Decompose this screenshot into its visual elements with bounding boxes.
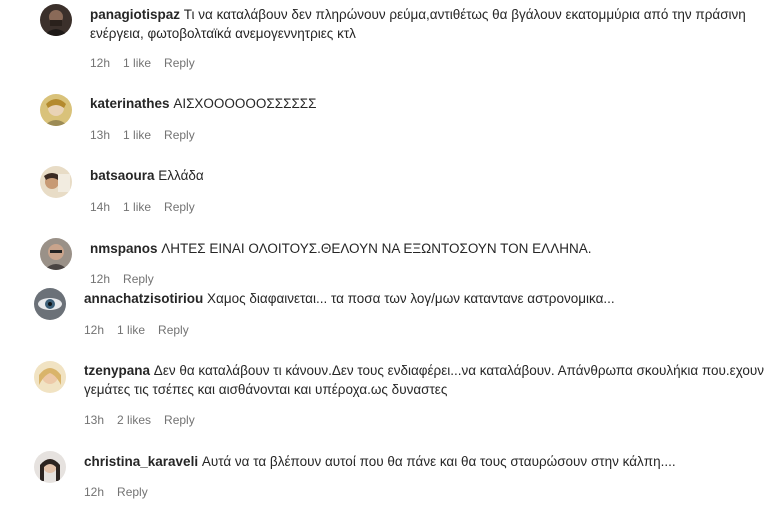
comment-body: Δεν θα καταλάβουν τι κάνουν.Δεν τους ενδιαφέρει...να καταλάβουν. Απάνθρωπα σκουλήκια που.εχουν γεμάτες τις τσέπες και αισθάνονται και υπέροχα.ως δυναστες: [84, 363, 765, 397]
comment-body: Τι να καταλάβουν δεν πληρώνουν ρεύμα,αντιθέτως θα βγάλουν εκατομμύρια από την πράσινη ενέργεια, φωτοβολταϊκά ανεμογεννητριες κτλ: [90, 7, 746, 41]
comment-username[interactable]: annachatzisotiriou: [84, 291, 204, 306]
comment-time[interactable]: 12h: [90, 56, 111, 70]
comment-body: ΑΙΣΧΟΟΟΟΟΟΣΣΣΣΣΣ: [173, 96, 317, 111]
reply-button[interactable]: Reply: [164, 413, 195, 427]
avatar[interactable]: [40, 238, 72, 270]
comment-meta: [84, 323, 202, 337]
comment-time[interactable]: 12h: [84, 323, 105, 337]
avatar[interactable]: [34, 451, 66, 483]
comment-body: Ελλάδα: [158, 168, 204, 183]
comment-likes[interactable]: 1 like: [123, 128, 152, 142]
comment-time[interactable]: 13h: [90, 128, 111, 142]
reply-button[interactable]: Reply: [117, 485, 148, 499]
comment-text-block: [84, 453, 770, 472]
comment-meta: [90, 200, 208, 214]
reply-button[interactable]: Reply: [123, 272, 154, 286]
reply-button[interactable]: Reply: [164, 56, 195, 70]
comment-meta: [84, 413, 208, 427]
comment-body: Αυτά να τα βλέπουν αυτοί που θα πάνε και θα τους σταυρώσουν στην κάλπη....: [201, 454, 676, 469]
avatar[interactable]: [40, 166, 72, 198]
comment-body: ΛΗΤΕΣ ΕΙΝΑΙ ΟΛΟΙΤΟΥΣ.ΘΕΛΟΥΝ ΝΑ ΕΞΩΝΤΟΣΟΥΝ ΤΟΝ ΕΛΛΗΝΑ.: [161, 241, 592, 256]
comment-username[interactable]: tzenypana: [84, 363, 151, 378]
comment-meta: [84, 485, 161, 499]
avatar[interactable]: [34, 361, 66, 393]
comment-meta: [90, 128, 208, 142]
reply-button[interactable]: Reply: [164, 128, 195, 142]
comment-likes[interactable]: 1 like: [117, 323, 146, 337]
avatar[interactable]: [40, 94, 72, 126]
comment-text-block: [90, 240, 770, 259]
comment-username[interactable]: katerinathes: [90, 96, 170, 111]
reply-button[interactable]: Reply: [164, 200, 195, 214]
comment-username[interactable]: christina_karaveli: [84, 454, 199, 469]
comment-likes[interactable]: 2 likes: [117, 413, 152, 427]
comment-text-block: [90, 167, 770, 186]
comment-meta: [90, 56, 208, 70]
comment-time[interactable]: 12h: [90, 272, 111, 286]
comment-text-block: [84, 290, 770, 309]
comment-body: Χαμος διαφαινεται... τα ποσα των λογ/μων καταντανε αστρονομικα...: [207, 291, 615, 306]
comment-text-block: [84, 362, 770, 399]
comment-time[interactable]: 13h: [84, 413, 105, 427]
comment-username[interactable]: nmspanos: [90, 241, 158, 256]
avatar[interactable]: [40, 4, 72, 36]
comment-likes[interactable]: 1 like: [123, 200, 152, 214]
avatar[interactable]: [34, 288, 66, 320]
comment-meta: [90, 272, 167, 286]
comment-time[interactable]: 12h: [84, 485, 105, 499]
comment-text-block: [90, 95, 770, 114]
comment-username[interactable]: batsaoura: [90, 168, 155, 183]
comment-username[interactable]: panagiotispaz: [90, 7, 181, 22]
comment-likes[interactable]: 1 like: [123, 56, 152, 70]
comment-text-block: [90, 6, 770, 43]
reply-button[interactable]: Reply: [158, 323, 189, 337]
comment-time[interactable]: 14h: [90, 200, 111, 214]
